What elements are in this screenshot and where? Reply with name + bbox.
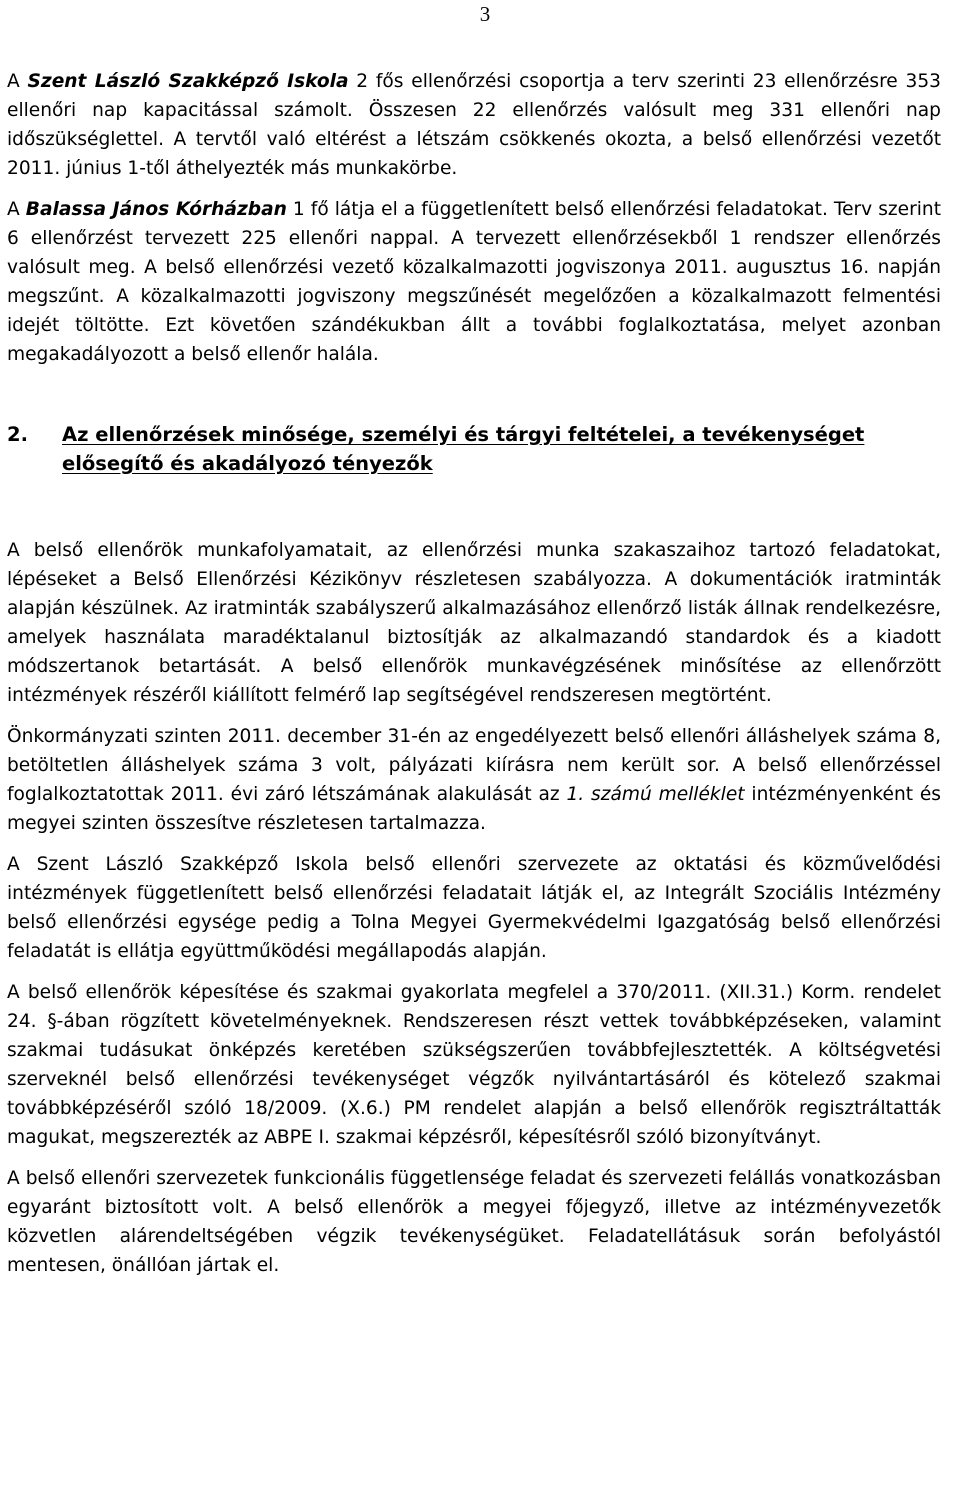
paragraph-fuggetlenseg: A belső ellenőri szervezetek funkcionális függetlensége feladat és szervezeti felállás vonatkozásban egyaránt biztosított volt. A belső ellenőrök a megyei főjegyző, illetve az intézményvezetők közvetlen alárendeltségében végzik tevékenységüket. Feladatellátásuk során befolyástól mentesen, önállóan jártak el. — [7, 1168, 941, 1276]
section-title: Az ellenőrzések minősége, személyi és tárgyi feltételei, a tevékenységet elősegítő és akadályozó tényezők — [62, 423, 865, 475]
section-number: 2. — [7, 423, 28, 446]
paragraph-allashelyek: Önkormányzati szinten 2011. december 31-én az engedélyezett belső ellenőri álláshelyek száma 8, betöltetlen álláshelyek száma 3 volt, pályázati kiírásra nem került sor. A belső ellenőrzéssel foglalkoztatottak 2011. évi záró létszámának alakulását az 1. számú melléklet intézményenként és megyei szinten összesítve részletesen tartalmazza. — [7, 726, 941, 834]
paragraph-balassa-korhaz: A Balassa János Kórházban 1 fő látja el a függetlenített belső ellenőrzési feladatokat. Terv szerint 6 ellenőrzést tervezett 225 ellenőri nappal. A tervezett ellenőrzésekből 1 rendszer ellenőrzés valósult meg. A belső ellenőrzési vezető közalkalmazotti jogviszonya 2011. augusztus 16. napján megszűnt. A közalkalmazotti jogviszony megszűnését megelőzően a közalkalmazott felmentési idejét töltötte. Ezt követően szándékukban állt a további foglalkoztatása, melyet azonban megakadályozott a belső ellenőr halála. — [7, 199, 941, 365]
page-number: 3 — [479, 2, 491, 26]
paragraph-munkafolyamatok: A belső ellenőrök munkafolyamatait, az ellenőrzési munka szakaszaihoz tartozó feladatokat, lépéseket a Belső Ellenőrzési Kézikönyv részletesen szabályozza. A dokumentációk iratminták alapján készülnek. Az iratminták szabályszerű alkalmazásához ellenőrző listák állnak rendelkezésre, amelyek használata maradéktalanul biztosítják az alkalmazandó standardok és a kiadott módszertanok betartását. A belső ellenőrök munkavégzésének minősítése az ellenőrzött intézmények részéről kiállított felmérő lap segítségével rendszeresen megtörtént. — [7, 540, 941, 706]
institution-name-emphasis: Balassa János Kórházban — [25, 199, 287, 220]
paragraph-szervezet: A Szent László Szakképző Iskola belső ellenőri szervezete az oktatási és közművelődési intézmények függetlenített belső ellenőrzési feladatait látják el, az Integrált Szociális Intézmény belső ellenőrzési egysége pedig a Tolna Megyei Gyermekvédelmi Igazgatóság belső ellenőrzési feladatát is ellátja együttműködési megállapodás alapján. — [7, 854, 941, 962]
section-heading — [7, 420, 941, 478]
annex-reference: 1. számú melléklet — [566, 784, 745, 805]
document-body — [7, 67, 941, 1292]
paragraph-szent-laszlo-iskola: A Szent László Szakképző Iskola 2 fős ellenőrzési csoportja a terv szerinti 23 ellenőrzésre 353 ellenőri nap kapacitással számolt. Összesen 22 ellenőrzés valósult meg 331 ellenőri nap időszükséglettel. A tervtől való eltérést a létszám csökkenés okozta, a belső ellenőrzési vezetőt 2011. június 1-től áthelyezték más munkakörbe. — [7, 71, 941, 179]
institution-name-emphasis: Szent László Szakképző Iskola — [27, 71, 349, 92]
paragraph-kepesites: A belső ellenőrök képesítése és szakmai gyakorlata megfelel a 370/2011. (XII.31.) Korm. rendelet 24. §-ában rögzített követelményeknek. Rendszeresen részt vettek továbbképzéseken, valamint szakmai tudásukat önképzés keretében szükségszerűen továbbfejlesztették. A költségvetési szerveknél belső ellenőrzési tevékenységet végzők nyilvántartásáról és kötelező szakmai továbbképzéséről szóló 18/2009. (X.6.) PM rendelet alapján a belső ellenőrök regisztráltatták magukat, megszerezték az ABPE I. szakmai képzésről, képesítésről szóló bizonyítványt. — [7, 982, 941, 1148]
